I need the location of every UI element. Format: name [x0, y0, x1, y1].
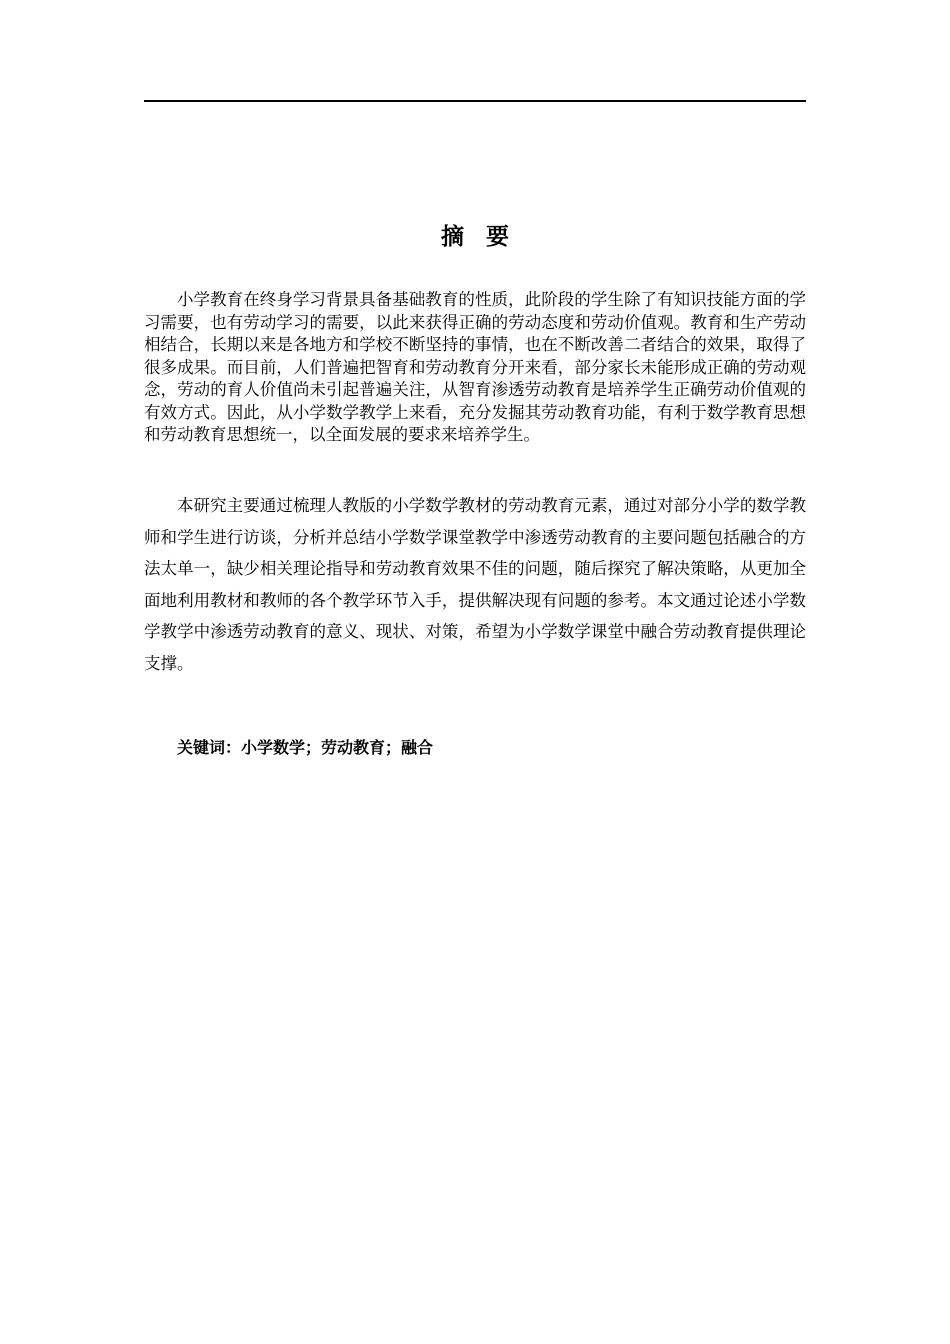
- header-rule: [144, 100, 806, 102]
- keywords-line: [177, 736, 806, 760]
- abstract-paragraph-1: 小学教育在终身学习背景具备基础教育的性质，此阶段的学生除了有知识技能方面的学习需要，也有劳动学习的需要，以此来获得正确的劳动态度和劳动价值观。教育和生产劳动相结合，长期以来是各地方和学校不断坚持的事情，也在不断改善二者结合的效果，取得了很多成果。而目前，人们普遍把智育和劳动教育分开来看，部分家长未能形成正确的劳动观念，劳动的育人价值尚未引起普遍关注，从智育渗透劳动教育是培养学生正确劳动价值观的有效方式。因此，从小学数学教学上来看，充分发掘其劳动教育功能，有利于数学教育思想和劳动教育思想统一，以全面发展的要求来培养学生。: [144, 290, 806, 444]
- keywords-list: 小学数学；劳动教育；融合: [241, 738, 434, 757]
- keywords-label: 关键词：: [177, 738, 242, 757]
- abstract-paragraph-2: 本研究主要通过梳理人教版的小学数学教材的劳动教育元素，通过对部分小学的数学教师和学生进行访谈，分析并总结小学数学课堂教学中渗透劳动教育的主要问题包括融合的方法太单一，缺少相关理论指导和劳动教育效果不佳的问题，随后探究了解决策略，从更加全面地利用教材和教师的各个教学环节入手，提供解决现有问题的参考。本文通过论述小学数学教学中渗透劳动教育的意义、现状、对策，希望为小学数学课堂中融合劳动教育提供理论支撑。: [144, 496, 806, 673]
- abstract-title: 摘要: [441, 224, 531, 250]
